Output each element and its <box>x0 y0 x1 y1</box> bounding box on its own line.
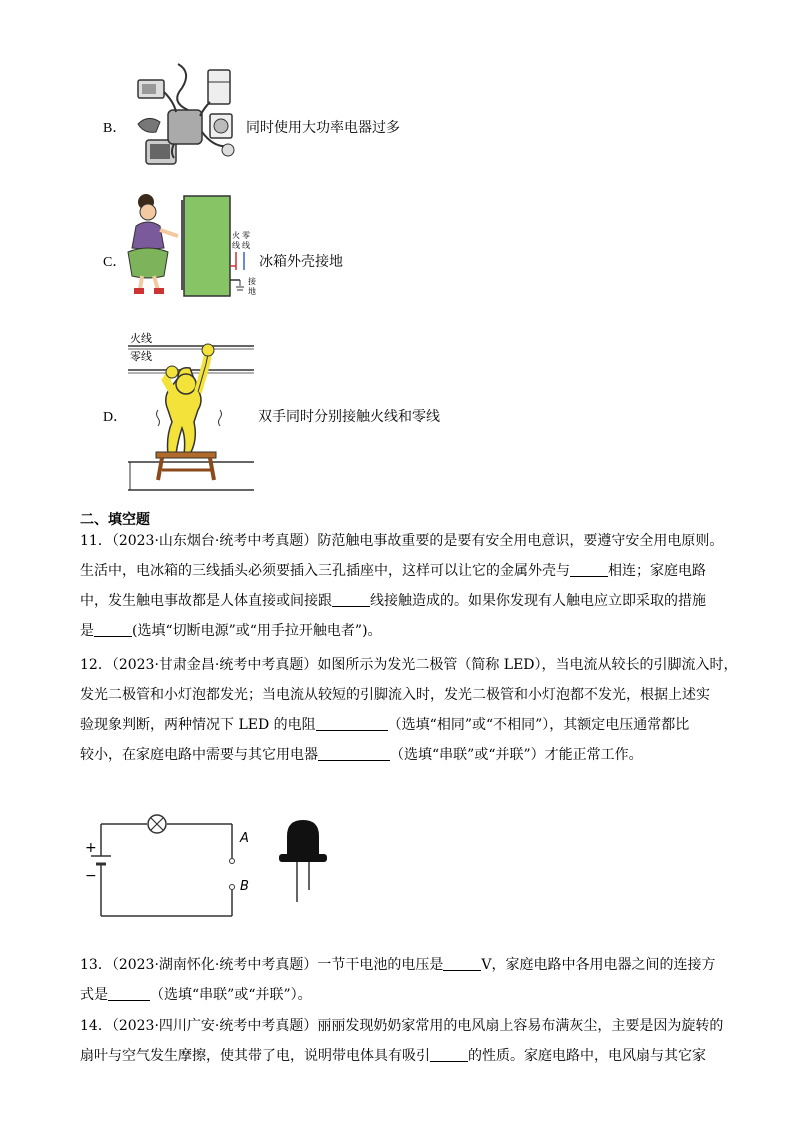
q13-line-1 <box>80 950 730 980</box>
terminal-a-label: A <box>240 831 249 846</box>
q11-line-4 <box>80 616 730 646</box>
circuit-diagram <box>70 810 260 930</box>
q13-line-2 <box>80 980 730 1010</box>
electric-shock-illustration <box>128 330 258 492</box>
fridge-neutral-label: 零 <box>242 231 250 240</box>
led-illustration <box>275 818 331 906</box>
answer-blank[interactable] <box>108 985 150 1001</box>
q12-text: （选填“相同”或“不相同”），其额定电压通常都比 <box>387 717 690 733</box>
live-wire-label: 火线 <box>130 332 152 345</box>
battery-plus-label: + <box>85 840 97 856</box>
q11-line-3 <box>80 586 730 616</box>
terminal-b-label: B <box>240 879 249 894</box>
fridge-live-label: 火 <box>232 231 240 240</box>
question-12 <box>80 650 738 770</box>
q14-line-2 <box>80 1041 730 1071</box>
option-c-letter: C． <box>103 255 127 270</box>
q12-line-4 <box>80 740 730 770</box>
q12-line-1: 12．（2023·甘肃金昌·统考中考真题）如图所示为发光二极管（简称 LED），当电流从较长的引脚流入时， <box>80 657 738 673</box>
q13-text: 13．（2023·湖南怀化·统考中考真题）一节干电池的电压是 <box>80 957 444 973</box>
question-14 <box>80 1011 730 1071</box>
neutral-wire-label: 零线 <box>130 350 152 363</box>
q12-text: 验现象判断，两种情况下 LED 的电阻 <box>80 717 316 733</box>
fridge-ground-label-2: 地 <box>248 287 256 296</box>
q11-text: 相连；家庭电路 <box>608 563 706 579</box>
q13-text: 式是 <box>80 987 108 1003</box>
fridge-wire-label: 线 <box>232 241 240 250</box>
q14-text: 的性质。家庭电路中，电风扇与其它家 <box>468 1048 706 1064</box>
question-13 <box>80 950 730 1010</box>
terminal-b <box>230 885 235 890</box>
option-c-text: 冰箱外壳接地 <box>259 254 343 270</box>
q12-text: 较小，在家庭电路中需要与其它用电器 <box>80 747 318 763</box>
section-title: 二、填空题 <box>80 512 150 528</box>
q11-text: 中，发生触电事故都是人体直接或间接跟 <box>80 593 332 609</box>
q12-line-2: 发光二极管和小灯泡都发光；当电流从较短的引脚流入时，发光二极管和小灯泡都不发光，根据上述实 <box>80 687 710 703</box>
fridge-ground-label: 接 <box>248 277 256 286</box>
q13-text: V，家庭电路中各用电器之间的连接方 <box>481 957 716 973</box>
q11-text: 线接触造成的。如果你发现有人触电应立即采取的措施 <box>370 593 706 609</box>
q14-text: 扇叶与空气发生摩擦，使其带了电，说明带电体具有吸引 <box>80 1048 430 1064</box>
option-b-letter: B． <box>103 121 127 136</box>
appliances-illustration <box>130 62 242 174</box>
answer-blank[interactable] <box>570 561 608 577</box>
q12-text: （选填“串联”或“并联”）才能正常工作。 <box>390 747 643 763</box>
option-d-letter: D． <box>103 410 128 425</box>
terminal-a <box>230 859 235 864</box>
battery-minus-label: − <box>85 868 97 884</box>
fridge-grounding-illustration <box>124 190 260 300</box>
q14-line-1: 14．（2023·四川广安·统考中考真题）丽丽发现奶奶家常用的电风扇上容易布满灰尘，主要是因为旋转的 <box>80 1018 724 1034</box>
q12-line-3 <box>80 710 730 740</box>
answer-blank[interactable] <box>332 591 370 607</box>
option-d-text: 双手同时分别接触火线和零线 <box>258 409 440 425</box>
answer-blank[interactable] <box>318 745 390 761</box>
q11-line-2 <box>80 556 730 586</box>
q11-text: (选填“切断电源”或“用手拉开触电者”)。 <box>132 623 382 639</box>
answer-blank[interactable] <box>430 1046 468 1062</box>
q13-text: （选填“串联”或“并联”）。 <box>150 987 312 1003</box>
q11-text: 生活中，电冰箱的三线插头必须要插入三孔插座中，这样可以让它的金属外壳与 <box>80 563 570 579</box>
q11-line-1: 11．（2023·山东烟台·统考中考真题）防范触电事故重要的是要有安全用电意识，要遵守安全用电原则。 <box>80 533 724 549</box>
answer-blank[interactable] <box>94 621 132 637</box>
answer-blank[interactable] <box>443 955 481 971</box>
fridge-wire-label-2: 线 <box>242 241 250 250</box>
question-11 <box>80 526 730 646</box>
option-b-text: 同时使用大功率电器过多 <box>246 120 400 136</box>
q11-text: 是 <box>80 623 94 639</box>
answer-blank[interactable] <box>316 715 388 731</box>
